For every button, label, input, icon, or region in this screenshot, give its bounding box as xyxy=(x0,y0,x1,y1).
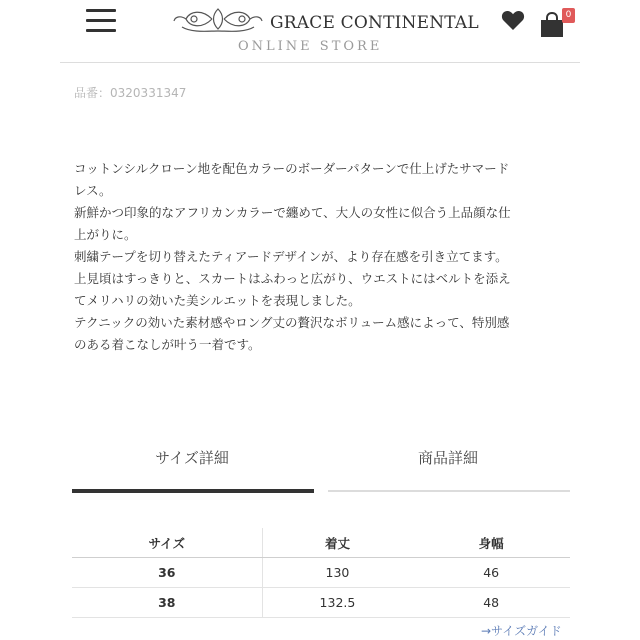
product-code-value: 0320331347 xyxy=(110,86,187,100)
length-cell: 132.5 xyxy=(262,588,412,618)
brand-logo[interactable] xyxy=(172,5,479,55)
brand-subtitle: ONLINE STORE xyxy=(238,39,383,54)
header-divider xyxy=(60,62,580,63)
description-paragraph: コットンシルクローン地を配色カラーのボーダーパターンで仕上げたサマード レス。 xyxy=(74,161,510,198)
column-header-length: 着丈 xyxy=(262,528,412,558)
size-cell: 38 xyxy=(72,588,262,618)
product-code-label: 品番： xyxy=(74,86,111,100)
column-header-size: サイズ xyxy=(72,528,262,558)
product-description xyxy=(74,158,574,356)
heart-icon[interactable] xyxy=(501,9,525,31)
table-row xyxy=(72,588,570,618)
shopping-bag-icon xyxy=(540,12,564,38)
detail-tabs xyxy=(72,440,570,496)
description-paragraph: 新鮮かつ印象的なアフリカンカラーで纏めて、大人の女性に似合う上品顔な仕 上がりに。 xyxy=(74,205,511,242)
ornament-icon xyxy=(172,5,264,35)
menu-icon[interactable] xyxy=(86,9,118,33)
length-cell: 130 xyxy=(262,558,412,588)
table-header-row xyxy=(72,528,570,558)
brand-name: GRACE CONTINENTAL xyxy=(270,13,479,33)
column-header-width: 身幅 xyxy=(412,528,570,558)
width-cell: 46 xyxy=(412,558,570,588)
size-cell: 36 xyxy=(72,558,262,588)
active-tab-indicator xyxy=(72,489,314,493)
site-header xyxy=(0,0,640,62)
product-code xyxy=(74,84,186,101)
table-row xyxy=(72,558,570,588)
description-paragraph: 刺繍テープを切り替えたティアードデザインが、より存在感を引き立てます。 xyxy=(74,249,508,264)
tab-product-detail[interactable]: 商品詳細 xyxy=(417,449,478,467)
cart-count-badge: 0 xyxy=(562,8,575,23)
description-paragraph: 上見頃はすっきりと、スカートはふわっと広がり、ウエストにはベルトを添え てメリハリの効いた美シルエットを表現しました。 xyxy=(74,271,511,308)
description-paragraph: テクニックの効いた素材感やロング丈の贅沢なボリューム感によって、特別感 のある着こなしが叶う一着です。 xyxy=(74,315,510,352)
size-table xyxy=(72,528,570,618)
inactive-tab-indicator xyxy=(328,490,570,492)
tab-size-detail[interactable]: サイズ詳細 xyxy=(155,449,229,467)
size-guide-link[interactable]: →サイズガイド xyxy=(481,624,562,638)
width-cell: 48 xyxy=(412,588,570,618)
shopping-bag-button[interactable] xyxy=(540,8,576,38)
